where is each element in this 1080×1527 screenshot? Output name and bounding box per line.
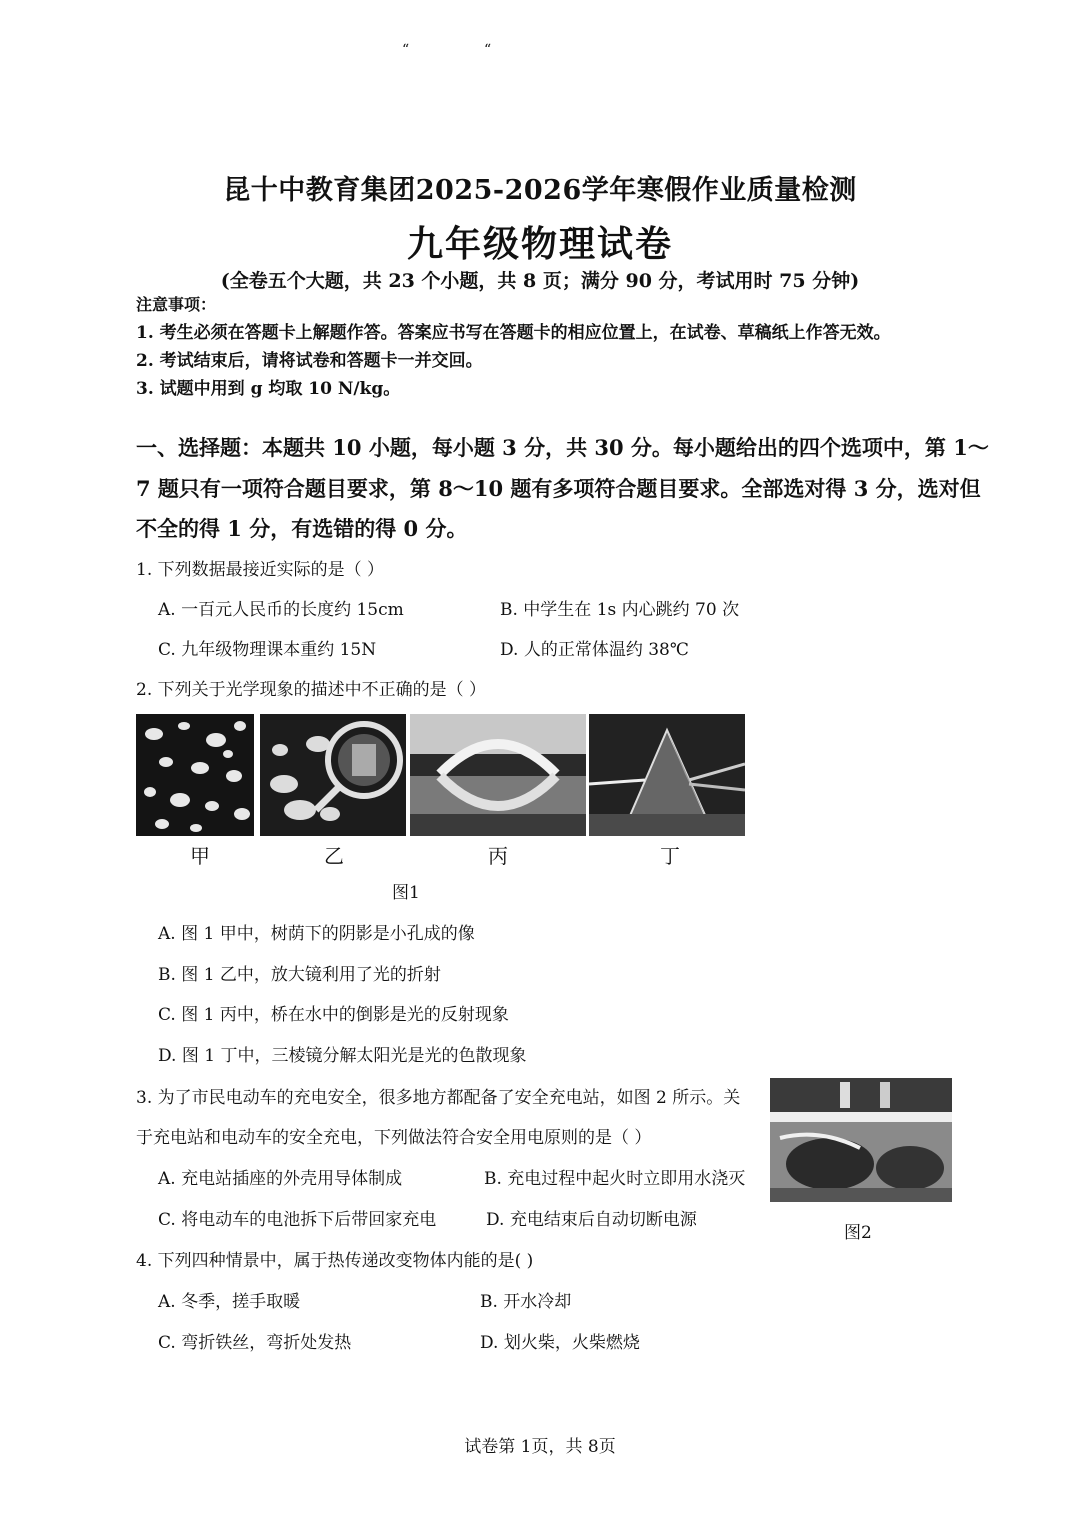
figure-2-image [770,1078,952,1202]
page-footer: 试卷第 1页，共 8页 [464,1437,616,1457]
figure-1-ding-image [589,714,745,836]
section-heading-line: 7 题只有一项符合题目要求，第 8～10 题有多项符合题目要求。全部选对得 3 分，选对但 [136,476,981,501]
section-heading-line: 一、选择题：本题共 10 小题，每小题 3 分，共 30 分。每小题给出的四个选项中，第 1～ [136,435,989,460]
quote-mark-left: “ [402,42,410,58]
question-3-option-c: C. 将电动车的电池拆下后带回家充电 [158,1210,437,1230]
question-3-option-a: A. 充电站插座的外壳用导体制成 [158,1169,403,1189]
question-1-stem: 1. 下列数据最接近实际的是（ ） [136,560,385,580]
question-4-option-b: B. 开水冷却 [480,1292,572,1312]
figure-1-label-jia: 甲 [190,844,210,868]
figure-1-yi-image [260,714,406,836]
question-3-option-d: D. 充电结束后自动切断电源 [486,1210,697,1230]
figure-1-label-ding: 丁 [660,844,680,868]
figure-1-jia-image [136,714,254,836]
question-4-option-a: A. 冬季，搓手取暖 [158,1292,301,1312]
notice-item: 3. 试题中用到 g 均取 10 N/kg。 [136,379,401,399]
exam-name: 九年级物理试卷 [406,223,673,265]
figure-1-caption: 图1 [392,883,420,903]
exam-title: 昆十中教育集团2025-2026学年寒假作业质量检测 [223,175,857,206]
exam-subtitle: (全卷五个大题，共 23 个小题，共 8 页；满分 90 分，考试用时 75 分钟) [220,270,860,292]
question-2-option-b: B. 图 1 乙中，放大镜利用了光的折射 [158,965,441,985]
figure-1-label-yi: 乙 [324,844,344,868]
notice-heading: 注意事项： [136,295,217,314]
question-1-option-a: A. 一百元人民币的长度约 15cm [158,600,404,620]
section-heading-line: 不全的得 1 分，有选错的得 0 分。 [136,516,468,541]
figure-2-caption: 图2 [844,1223,872,1243]
question-3-stem-line: 3. 为了市民电动车的充电安全，很多地方都配备了安全充电站，如图 2 所示。关 [136,1088,741,1108]
question-3-stem-line: 于充电站和电动车的安全充电，下列做法符合安全用电原则的是（ ） [136,1128,652,1148]
question-3-option-b: B. 充电过程中起火时立即用水浇灭 [484,1169,746,1189]
figure-1-bing-image [410,714,586,836]
question-2-option-c: C. 图 1 丙中，桥在水中的倒影是光的反射现象 [158,1005,509,1025]
question-4-option-c: C. 弯折铁丝，弯折处发热 [158,1333,352,1353]
question-4-option-d: D. 划火柴，火柴燃烧 [480,1333,640,1353]
notice-item: 2. 考试结束后，请将试卷和答题卡一并交回。 [136,351,483,371]
question-2-option-a: A. 图 1 甲中，树荫下的阴影是小孔成的像 [158,924,475,944]
figure-1-label-bing: 丙 [488,844,508,868]
question-1-option-b: B. 中学生在 1s 内心跳约 70 次 [500,600,740,620]
question-4-stem: 4. 下列四种情景中，属于热传递改变物体内能的是( ) [136,1251,534,1271]
notice-item: 1. 考生必须在答题卡上解题作答。答案应书写在答题卡的相应位置上，在试卷、草稿纸上作答无效。 [136,323,891,343]
question-2-stem: 2. 下列关于光学现象的描述中不正确的是（ ） [136,680,487,700]
question-1-option-d: D. 人的正常体温约 38℃ [500,640,689,660]
quote-mark-right: “ [484,42,492,58]
question-2-option-d: D. 图 1 丁中，三棱镜分解太阳光是光的色散现象 [158,1046,527,1066]
question-1-option-c: C. 九年级物理课本重约 15N [158,640,377,660]
